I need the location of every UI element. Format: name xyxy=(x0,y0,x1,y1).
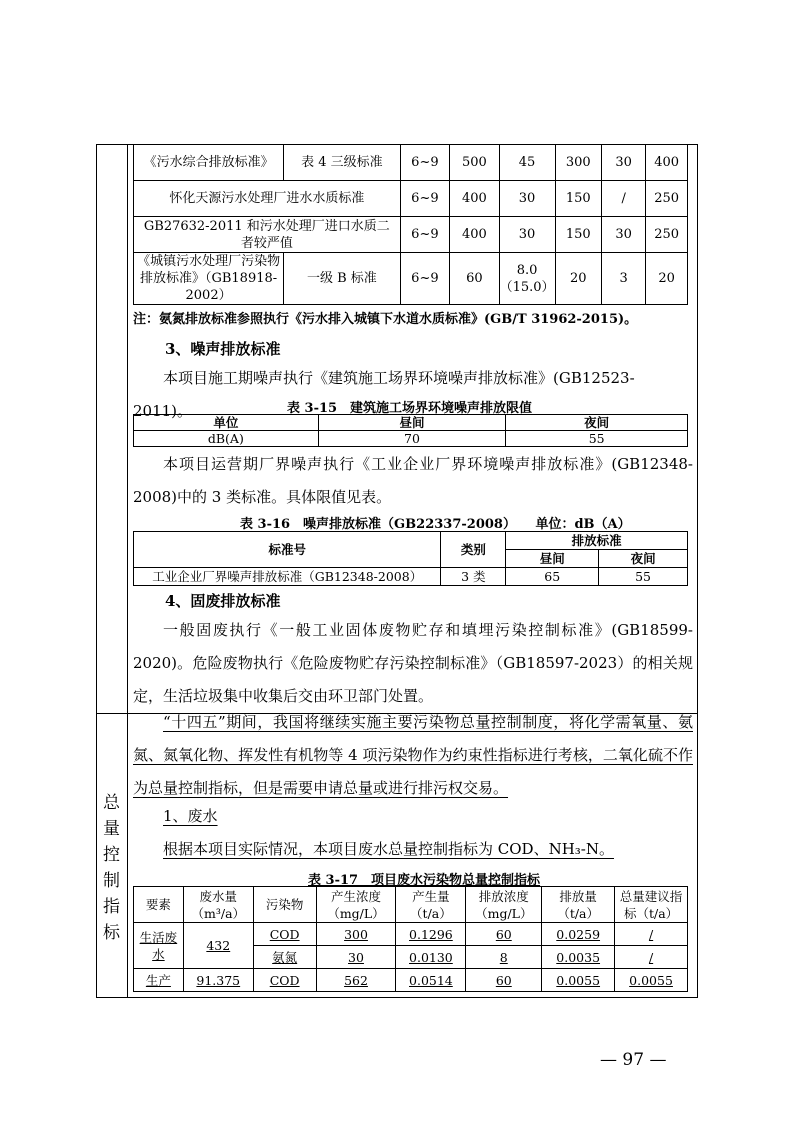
column-header: 要素 xyxy=(134,887,184,923)
wastewater-subheading xyxy=(163,800,218,833)
table-cell: 0.0035 xyxy=(542,946,615,969)
noise-emission-table xyxy=(133,531,688,586)
table-cell: 0.1296 xyxy=(396,923,466,946)
column-header: 夜间 xyxy=(506,415,688,431)
table-cell: 500 xyxy=(450,145,499,181)
table-cell: 8.0（15.0） xyxy=(499,253,555,305)
column-header: 夜间 xyxy=(599,550,688,568)
column-header: 产生量（t/a） xyxy=(396,887,466,923)
total-control-label: 总量控制指标 xyxy=(103,793,120,943)
table-cell: 30 xyxy=(316,946,396,969)
column-header: 标准号 xyxy=(134,532,441,568)
table-cell: 20 xyxy=(555,253,602,305)
table-cell: 400 xyxy=(450,217,499,253)
wastewater-standards-table xyxy=(133,144,688,305)
table-cell: 6~9 xyxy=(400,145,449,181)
table-cell: 生产 xyxy=(134,969,184,992)
column-header: 昼间 xyxy=(318,415,506,431)
table-row xyxy=(134,145,688,181)
column-header: 排放标准 xyxy=(506,532,688,550)
table-cell: 0.0055 xyxy=(615,969,688,992)
wastewater-subheading-text: 1、废水 xyxy=(163,807,218,825)
table-cell: 562 xyxy=(316,969,396,992)
table-row xyxy=(134,181,688,217)
table-3-17-caption: 表 3-17 项目废水污染物总量控制指标 xyxy=(308,873,541,888)
table-cell: 30 xyxy=(602,145,646,181)
table-cell: GB27632-2011 和污水处理厂进口水质二者较严值 xyxy=(134,217,401,253)
wastewater-indicator-paragraph xyxy=(163,833,614,866)
column-header: 单位 xyxy=(134,415,319,431)
table-cell: 65 xyxy=(506,568,599,586)
table-row xyxy=(134,969,688,992)
solid-waste-heading: 4、固废排放标准 xyxy=(165,592,281,610)
table-cell: 一级 B 标准 xyxy=(284,253,401,305)
table-cell: 60 xyxy=(450,253,499,305)
table-cell: 250 xyxy=(646,181,688,217)
table-header-row xyxy=(134,887,688,923)
table-cell: 250 xyxy=(646,217,688,253)
table-cell: 6~9 xyxy=(400,217,449,253)
table-cell: 6~9 xyxy=(400,181,449,217)
table-cell: 8 xyxy=(466,946,542,969)
table-cell: 45 xyxy=(499,145,555,181)
table-row xyxy=(134,923,688,946)
column-header: 类别 xyxy=(441,532,506,568)
table-row xyxy=(134,253,688,305)
table-cell: 300 xyxy=(555,145,602,181)
table-cell: 表 4 三级标准 xyxy=(284,145,401,181)
table-cell: 30 xyxy=(499,181,555,217)
table-header-row xyxy=(134,532,688,550)
table-cell: 生活废水 xyxy=(134,923,184,969)
operation-noise-paragraph: 本项目运营期厂界噪声执行《工业企业厂界环境噪声排放标准》(GB12348-2008)中的 3 类标准。具体限值见表。 xyxy=(133,455,693,506)
frame-column-divider xyxy=(127,144,128,998)
table-cell: 91.375 xyxy=(183,969,253,992)
table-cell: COD xyxy=(253,923,316,946)
total-control-paragraph xyxy=(133,706,693,805)
table-3-15-caption: 表 3-15 建筑施工场界环境噪声排放限值 xyxy=(287,401,533,416)
construction-noise-paragraph: 本项目施工期噪声执行《建筑施工场界环境噪声排放标准》(GB12523-2011)。 xyxy=(133,369,635,420)
table-cell: 氨氮 xyxy=(253,946,316,969)
column-header: 昼间 xyxy=(506,550,599,568)
solid-waste-paragraph: 一般固废执行《一般工业固体废物贮存和填埋污染控制标准》(GB18599-2020)。危险废物执行《危险废物贮存污染控制标准》（GB18597-2023）的相关规定，生活垃圾集中收集后交由环卫部门处置。 xyxy=(133,621,693,705)
table-cell: dB(A) xyxy=(134,431,319,447)
table-cell: 3 类 xyxy=(441,568,506,586)
table-cell: 70 xyxy=(318,431,506,447)
construction-noise-table xyxy=(133,414,688,447)
noise-heading: 3、噪声排放标准 xyxy=(165,340,281,358)
table-cell: 400 xyxy=(450,181,499,217)
table-cell: 30 xyxy=(499,217,555,253)
table-cell: COD xyxy=(253,969,316,992)
column-header: 总量建议指标（t/a） xyxy=(615,887,688,923)
table-cell: 《城镇污水处理厂污染物排放标准》（GB18918-2002） xyxy=(134,253,284,305)
ammonia-note: 注：氨氮排放标准参照执行《污水排入城镇下水道水质标准》(GB/T 31962-2015)。 xyxy=(133,312,638,327)
wastewater-total-control-table xyxy=(133,886,688,992)
column-header: 排放浓度（mg/L） xyxy=(466,887,542,923)
column-header: 排放量（t/a） xyxy=(542,887,615,923)
table-cell: / xyxy=(602,181,646,217)
table-cell: 55 xyxy=(506,431,688,447)
table-cell: 55 xyxy=(599,568,688,586)
total-control-text: “十四五”期间，我国将继续实施主要污染物总量控制制度，将化学需氧量、氨氮、氮氧化物、挥发性有机物等 4 项污染物作为约束性指标进行考核，二氧化硫不作为总量控制指标，但是需要申请总量或进行排污权交易。 xyxy=(133,713,693,797)
column-header: 废水量（m³/a） xyxy=(183,887,253,923)
table-cell: 150 xyxy=(555,217,602,253)
table-cell: 6~9 xyxy=(400,253,449,305)
table-row xyxy=(134,217,688,253)
table-cell: 150 xyxy=(555,181,602,217)
table-cell: 300 xyxy=(316,923,396,946)
table-cell: 30 xyxy=(602,217,646,253)
table-3-16-caption: 表 3-16 噪声排放标准（GB22337-2008） 单位：dB（A） xyxy=(240,517,631,532)
table-cell: 432 xyxy=(183,923,253,969)
page-number: — 97 — xyxy=(600,1050,667,1070)
table-cell: 60 xyxy=(466,923,542,946)
table-header-row xyxy=(134,415,688,431)
table-cell: 《污水综合排放标准》 xyxy=(134,145,284,181)
table-cell: 工业企业厂界噪声排放标准（GB12348-2008） xyxy=(134,568,441,586)
table-row xyxy=(134,568,688,586)
table-cell: 400 xyxy=(646,145,688,181)
table-cell: / xyxy=(615,923,688,946)
table-cell: 0.0055 xyxy=(542,969,615,992)
table-cell: 0.0259 xyxy=(542,923,615,946)
table-cell: 3 xyxy=(602,253,646,305)
table-cell: 60 xyxy=(466,969,542,992)
table-cell: 0.0514 xyxy=(396,969,466,992)
table-cell: 20 xyxy=(646,253,688,305)
column-header: 产生浓度（mg/L） xyxy=(316,887,396,923)
table-cell: 0.0130 xyxy=(396,946,466,969)
table-row xyxy=(134,431,688,447)
table-cell: / xyxy=(615,946,688,969)
table-cell: 怀化天源污水处理厂进水水质标准 xyxy=(134,181,401,217)
wastewater-indicator-text: 根据本项目实际情况，本项目废水总量控制指标为 COD、NH₃-N。 xyxy=(163,840,614,858)
column-header: 污染物 xyxy=(253,887,316,923)
